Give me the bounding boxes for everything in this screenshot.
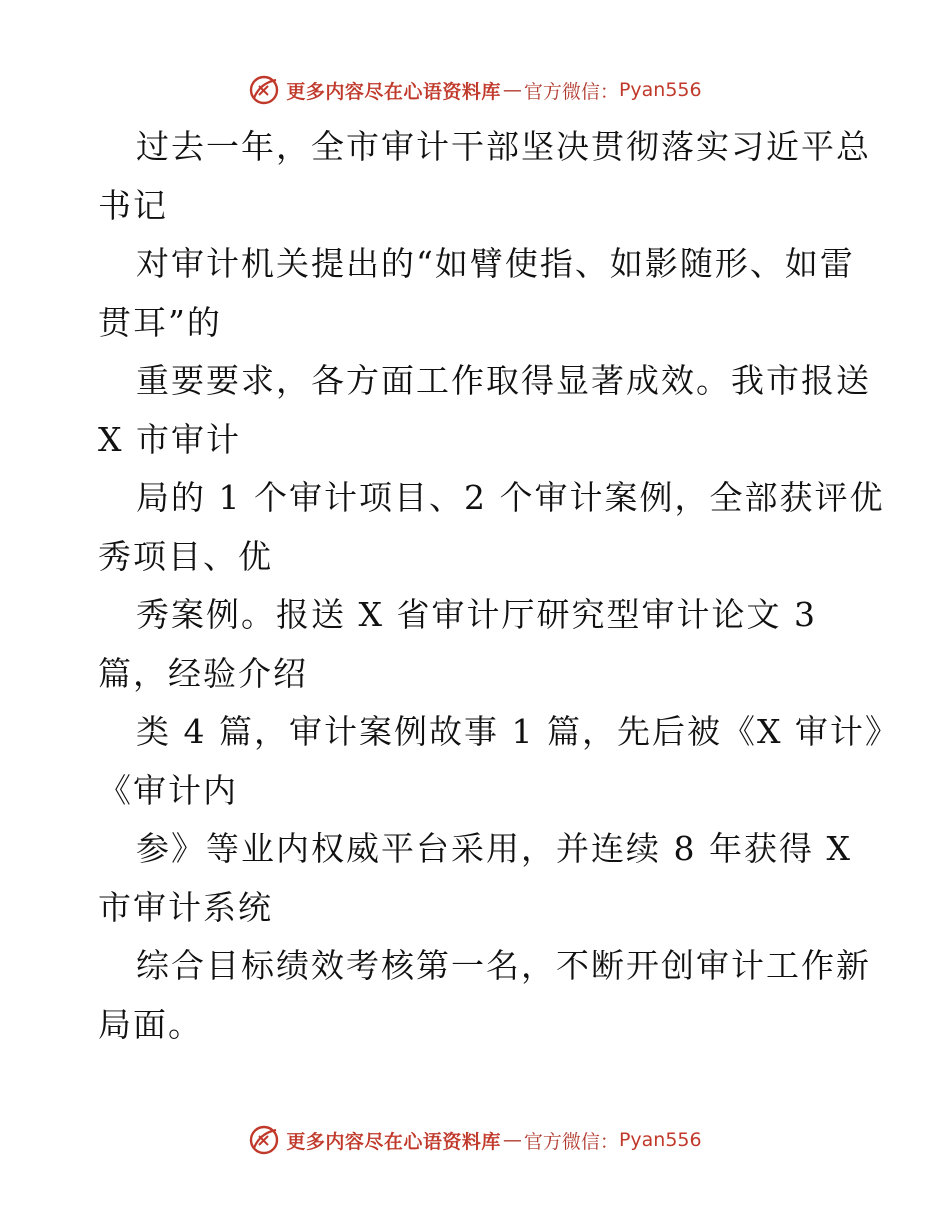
- text-line: 市审计系统: [98, 887, 273, 927]
- text-line: 局的 1 个审计项目、2 个审计案例，全部获评优: [136, 478, 885, 517]
- footer-banner: [0, 1120, 950, 1160]
- banner-wechat-label: 官方微信：: [523, 80, 619, 103]
- text-line: 重要要求，各方面工作取得显著成效。我市报送: [136, 361, 871, 400]
- document-body: [98, 118, 900, 1054]
- banner-main-text: 更多内容尽在心语资料库: [286, 1130, 501, 1153]
- brand-logo-icon: [248, 1124, 280, 1156]
- text-line: 参》等业内权威平台采用，并连续 8 年获得 X: [136, 829, 852, 868]
- text-line: 《审计内: [98, 770, 238, 810]
- text-line: 秀案例。报送 X 省审计厅研究型审计论文 3: [136, 595, 817, 634]
- brand-logo-icon: [248, 74, 280, 106]
- text-line: 篇，经验介绍: [98, 653, 308, 693]
- text-line: 对审计机关提出的“如臂使指、如影随形、如雷: [136, 244, 855, 283]
- text-line: 秀项目、优: [98, 536, 273, 576]
- banner-dash: —: [502, 79, 522, 101]
- banner-dash: —: [502, 1129, 522, 1151]
- text-line: X 市审计: [98, 419, 241, 459]
- text-line: 过去一年，全市审计干部坚决贯彻落实习近平总: [136, 127, 871, 166]
- text-line: 类 4 篇，审计案例故事 1 篇，先后被《X 审计》: [136, 712, 900, 751]
- header-banner: [0, 70, 950, 110]
- text-line: 书记: [98, 185, 168, 225]
- text-line: 贯耳”的: [98, 302, 222, 342]
- banner-main-text: 更多内容尽在心语资料库: [286, 80, 501, 103]
- banner-wechat-id: Pyan556: [618, 79, 702, 101]
- text-line: 综合目标绩效考核第一名，不断开创审计工作新: [136, 946, 871, 985]
- text-line: 局面。: [98, 1004, 203, 1044]
- banner-wechat-id: Pyan556: [618, 1129, 702, 1151]
- banner-wechat-label: 官方微信：: [523, 1130, 619, 1153]
